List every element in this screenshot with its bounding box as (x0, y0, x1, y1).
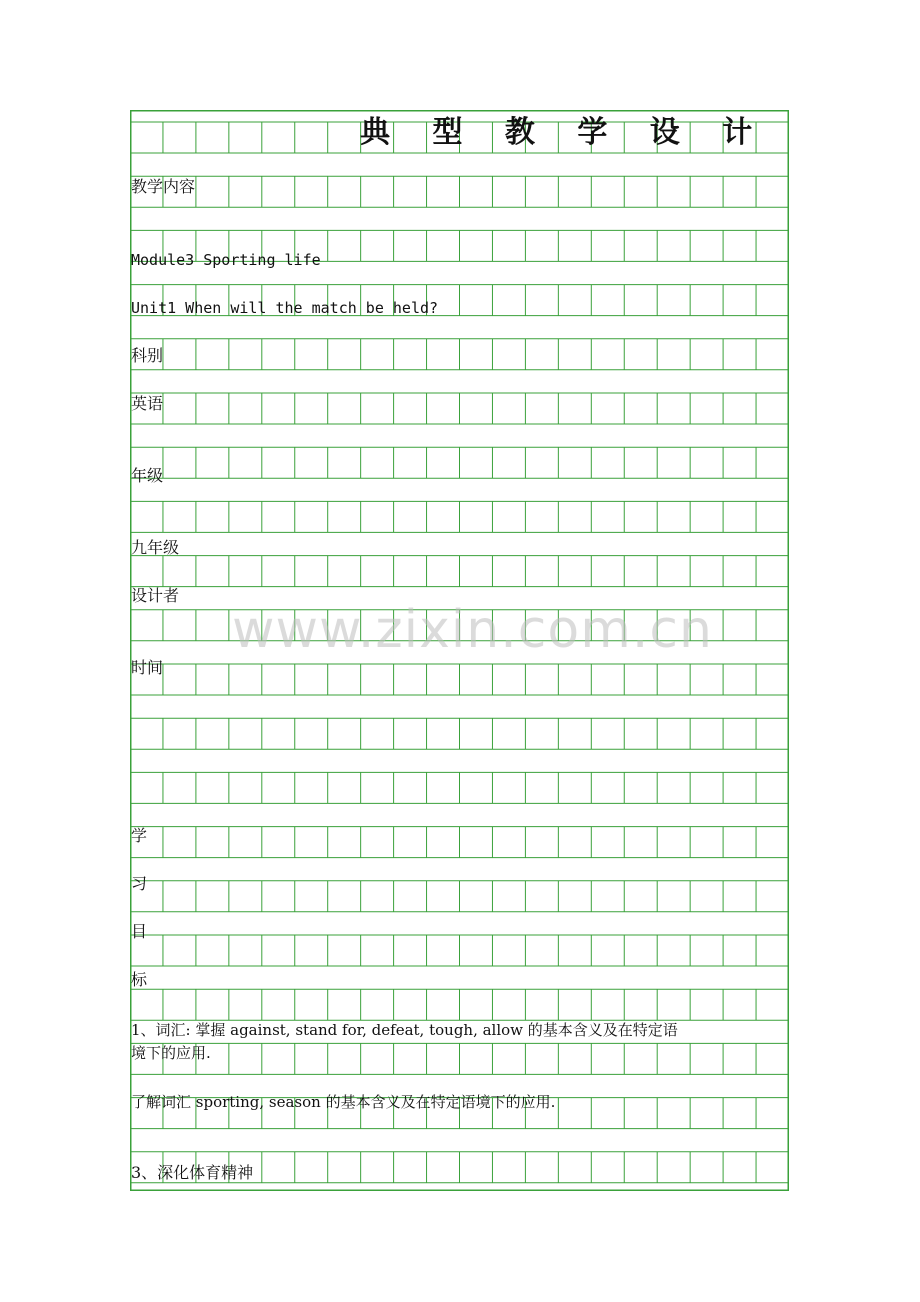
goal-3-line: 3、深化体育精神 (131, 1163, 254, 1182)
page-title: 典 型 教 学 设 计 (360, 115, 769, 150)
time-label: 时间 (131, 658, 164, 677)
goal-char-3: 目 (131, 922, 148, 941)
subject-value: 英语 (131, 394, 164, 413)
content-label: 教学内容 (131, 177, 196, 196)
subject-label: 科别 (131, 346, 164, 365)
watermark: www.zixin.com.cn (232, 600, 713, 660)
grade-value: 九年级 (131, 538, 180, 557)
goal-1-line-2: 境下的应用. (131, 1044, 211, 1062)
goal-1-line-1: 1、词汇: 掌握 against, stand for, defeat, tough, allow 的基本含义及在特定语 (131, 1021, 678, 1039)
goal-char-2: 习 (131, 874, 148, 893)
goal-char-4: 标 (131, 970, 148, 989)
module-title: Module3 Sporting life (131, 251, 321, 269)
designer-label: 设计者 (131, 586, 180, 605)
grade-label: 年级 (131, 466, 164, 485)
unit-title: Unit1 When will the match be held? (131, 299, 439, 317)
goal-2-line: 了解词汇 sporting, season 的基本含义及在特定语境下的应用. (131, 1093, 556, 1111)
goal-char-1: 学 (131, 826, 148, 845)
